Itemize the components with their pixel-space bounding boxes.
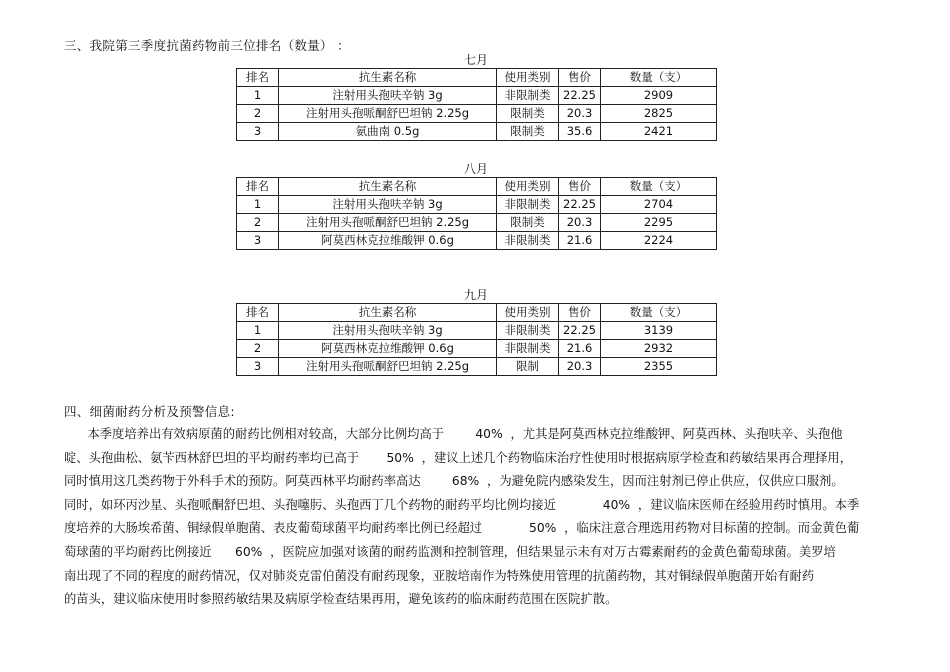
cell-type: 非限制类 [497,340,559,358]
cell-rank: 2 [237,105,279,123]
cell-qty: 2909 [601,87,717,105]
header-rank: 排名 [237,69,279,87]
cell-price: 22.25 [559,87,601,105]
cell-rank: 1 [237,322,279,340]
table-row [237,358,717,376]
table-row [237,322,717,340]
ranking-table [236,303,717,376]
cell-type: 非限制类 [497,232,559,250]
table-july [236,52,716,141]
cell-rank: 1 [237,196,279,214]
table-caption: 七月 [463,53,488,67]
cell-qty: 2932 [601,340,717,358]
section-3-title: 三、我院第三季度抗菌药物前三位排名（数量） ： [64,38,350,53]
cell-rank: 3 [237,123,279,141]
paragraph-line: 啶、头孢曲松、氨苄西林舒巴坦的平均耐药率均已高于 50% ，建议上述几个药物临床治疗性使用时根据病原学检查和药敏结果再合理择用， [64,450,853,465]
header-qty: 数量（支） [601,304,717,322]
cell-rank: 2 [237,340,279,358]
cell-rank: 2 [237,214,279,232]
cell-type: 非限制类 [497,87,559,105]
table-row [237,232,717,250]
paragraph-line: 同时慎用这几类药物于外科手术的预防。阿莫西林平均耐药率高达 68% ，为避免院内感染发生，因而注射剂已停止供应，仅供应口服剂。 [64,474,844,489]
cell-rank: 3 [237,232,279,250]
cell-name: 注射用头孢哌酮舒巴坦钠 2.25g [279,358,497,376]
paragraph-line: 度培养的大肠埃希菌、铜绿假单胞菌、表皮葡萄球菌平均耐药率比例已经超过 50% ，临床注意合理选用药物对目标菌的控制。而金黄色葡 [64,521,860,536]
header-type: 使用类别 [497,69,559,87]
cell-price: 22.25 [559,322,601,340]
cell-name: 阿莫西林克拉维酸钾 0.6g [279,340,497,358]
cell-price: 20.3 [559,358,601,376]
header-price: 售价 [559,178,601,196]
cell-name: 氨曲南 0.5g [279,123,497,141]
cell-name: 注射用头孢哌酮舒巴坦钠 2.25g [279,214,497,232]
header-price: 售价 [559,69,601,87]
cell-name: 注射用头孢呋辛钠 3g [279,322,497,340]
header-qty: 数量（支） [601,178,717,196]
cell-qty: 2355 [601,358,717,376]
cell-name: 注射用头孢呋辛钠 3g [279,196,497,214]
paragraph-line: 同时，如环丙沙星、头孢哌酮舒巴坦、头孢噻肟、头孢西丁几个药物的耐药平均比例均接近 40% ，建议临床医师在经验用药时慎用。本季 [64,497,860,512]
cell-type: 限制类 [497,123,559,141]
header-rank: 排名 [237,304,279,322]
header-name: 抗生素名称 [279,304,497,322]
cell-price: 20.3 [559,214,601,232]
table-header-row [237,304,717,322]
cell-name: 阿莫西林克拉维酸钾 0.6g [279,232,497,250]
paragraph-line: 的苗头，建议临床使用时参照药敏结果及病原学检查结果再用，避免该药的临床耐药范围在医院扩散。 [64,592,618,607]
cell-name: 注射用头孢呋辛钠 3g [279,87,497,105]
table-september [236,287,716,376]
table-row [237,123,717,141]
cell-qty: 2224 [601,232,717,250]
table-row [237,196,717,214]
cell-qty: 2295 [601,214,717,232]
cell-type: 限制类 [497,214,559,232]
cell-rank: 1 [237,87,279,105]
header-type: 使用类别 [497,178,559,196]
cell-price: 35.6 [559,123,601,141]
resistance-analysis-paragraph [64,423,876,612]
table-row [237,105,717,123]
paragraph-line: 本季度培养出有效病原菌的耐药比例相对较高，大部分比例均高于 40% ，尤其是阿莫西林克拉维酸钾、阿莫西林、头孢呋辛、头孢他 [64,427,843,441]
cell-price: 21.6 [559,340,601,358]
cell-type: 限制 [497,358,559,376]
table-caption: 八月 [463,162,488,176]
table-row [237,340,717,358]
cell-type: 非限制类 [497,196,559,214]
cell-qty: 3139 [601,322,717,340]
table-row [237,87,717,105]
header-name: 抗生素名称 [279,69,497,87]
table-header-row [237,178,717,196]
paragraph-line: 南出现了不同的程度的耐药情况，仅对肺炎克雷伯菌没有耐药现象，亚胺培南作为特殊使用管理的抗菌药物，其对铜绿假单胞菌开始有耐药 [64,568,815,583]
header-rank: 排名 [237,178,279,196]
section-4-title: 四、细菌耐药分析及预警信息: [64,404,235,419]
cell-price: 22.25 [559,196,601,214]
cell-price: 21.6 [559,232,601,250]
table-caption: 九月 [463,288,488,302]
cell-type: 非限制类 [497,322,559,340]
header-qty: 数量（支） [601,69,717,87]
ranking-table [236,177,717,250]
paragraph-line: 萄球菌的平均耐药比例接近 60% ，医院应加强对该菌的耐药监测和控制管理，但结果显示未有对万古霉素耐药的金黄色葡萄球菌。美罗培 [64,544,836,559]
ranking-table [236,68,717,141]
cell-qty: 2421 [601,123,717,141]
table-row [237,214,717,232]
table-header-row [237,69,717,87]
header-type: 使用类别 [497,304,559,322]
header-price: 售价 [559,304,601,322]
cell-qty: 2704 [601,196,717,214]
header-name: 抗生素名称 [279,178,497,196]
cell-type: 限制类 [497,105,559,123]
cell-qty: 2825 [601,105,717,123]
cell-name: 注射用头孢哌酮舒巴坦钠 2.25g [279,105,497,123]
cell-rank: 3 [237,358,279,376]
table-august [236,161,716,250]
cell-price: 20.3 [559,105,601,123]
